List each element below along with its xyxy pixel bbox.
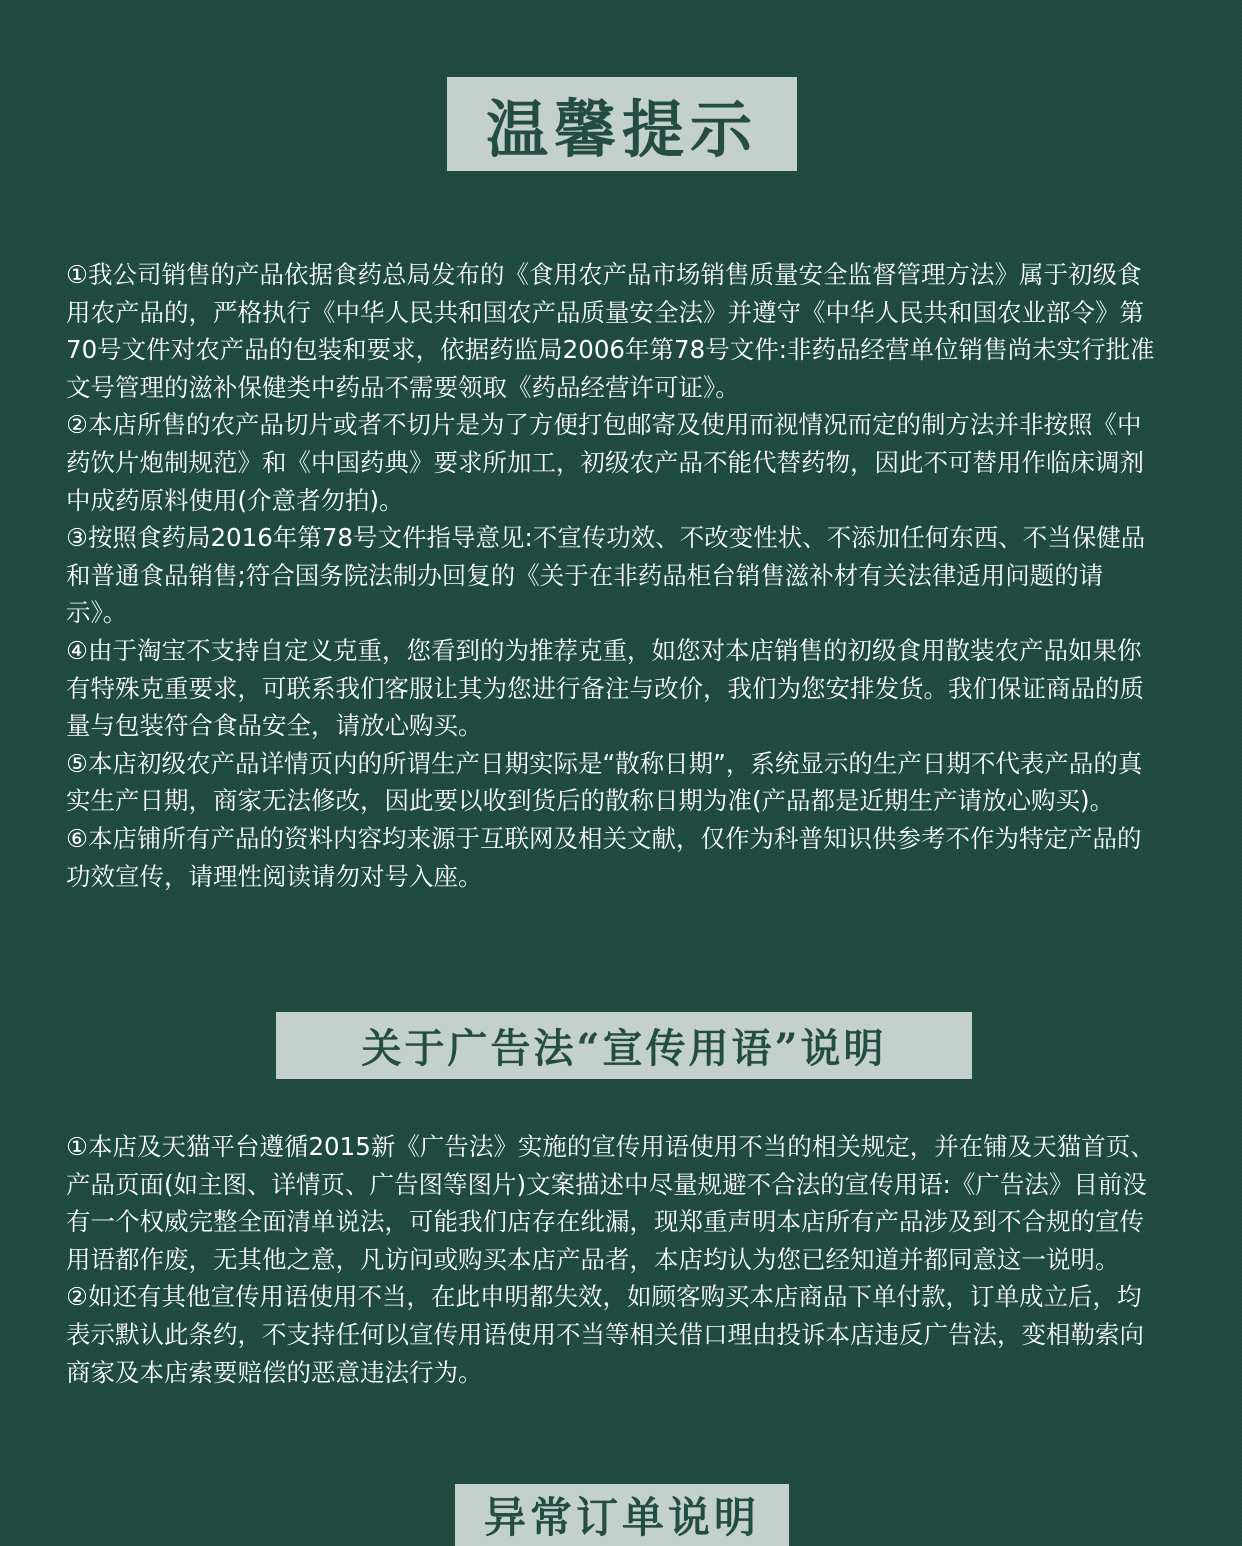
warm-tips-body xyxy=(66,256,1164,895)
warm-tips-paragraph-5: ⑤本店初级农产品详情页内的所谓生产日期实际是“散称日期”，系统显示的生产日期不代表产品的真实生产日期，商家无法修改，因此要以收到货后的散称日期为准(产品都是近期生产请放心购买)。 xyxy=(66,748,1143,816)
warm-tips-paragraph-3: ③按照食药局2016年第78号文件指导意见:不宣传功效、不改变性状、不添加任何东西、不当保健品和普通食品销售;符合国务院法制办回复的《关于在非药品柜台销售滋补材有关法律适用问题的请示》。 xyxy=(66,523,1146,628)
ad-law-body xyxy=(66,1128,1164,1391)
heading-abnormal-orders: 异常订单说明 xyxy=(455,1484,789,1546)
warm-tips-paragraph-2: ②本店所售的农产品切片或者不切片是为了方便打包邮寄及使用而视情况而定的制方法并非按照《中药饮片炮制规范》和《中国药典》要求所加工，初级农产品不能代替药物，因此不可替用作临床调剂中成药原料使用(介意者勿拍)。 xyxy=(66,410,1144,515)
heading-warm-tips: 温馨提示 xyxy=(447,77,797,171)
warm-tips-paragraph-6: ⑥本店铺所有产品的资料内容均来源于互联网及相关文献，仅作为科普知识供参考不作为特定产品的功效宣传，请理性阅读请勿对号入座。 xyxy=(66,823,1142,891)
warm-tips-paragraph-1: ①我公司销售的产品依据食药总局发布的《食用农产品市场销售质量安全监督管理方法》属于初级食用农产品的，严格执行《中华人民共和国农产品质量安全法》并遵守《中华人民共和国农业部令》第70号文件对农产品的包装和要求，依据药监局2006年第78号文件:非药品经营单位销售尚未实行批准文号管理的滋补保健类中药品不需要领取《药品经营许可证》。 xyxy=(66,260,1155,402)
heading-ad-law-statement: 关于广告法“宣传用语”说明 xyxy=(276,1012,972,1079)
ad-law-paragraph-2: ②如还有其他宣传用语使用不当，在此申明都失效，如顾客购买本店商品下单付款，订单成立后，均表示默认此条约，不支持任何以宣传用语使用不当等相关借口理由投诉本店违反广告法，变相勒索向商家及本店索要赔偿的恶意违法行为。 xyxy=(66,1282,1144,1387)
ad-law-paragraph-1: ①本店及天猫平台遵循2015新《广告法》实施的宣传用语使用不当的相关规定，并在铺及天猫首页、产品页面(如主图、详情页、广告图等图片)文案描述中尽量规避不合法的宣传用语:《广告法》目前没有一个权威完整全面清单说法，可能我们店存在纰漏，现郑重声明本店所有产品涉及到不合规的宣传用语都作废，无其他之意，凡访问或购买本店产品者，本店均认为您已经知道并都同意这一说明。 xyxy=(66,1132,1155,1274)
warm-tips-paragraph-4: ④由于淘宝不支持自定义克重，您看到的为推荐克重，如您对本店销售的初级食用散装农产品如果你有特殊克重要求，可联系我们客服让其为您进行备注与改价，我们为您安排发货。我们保证商品的质量与包装符合食品安全，请放心购买。 xyxy=(66,635,1144,741)
